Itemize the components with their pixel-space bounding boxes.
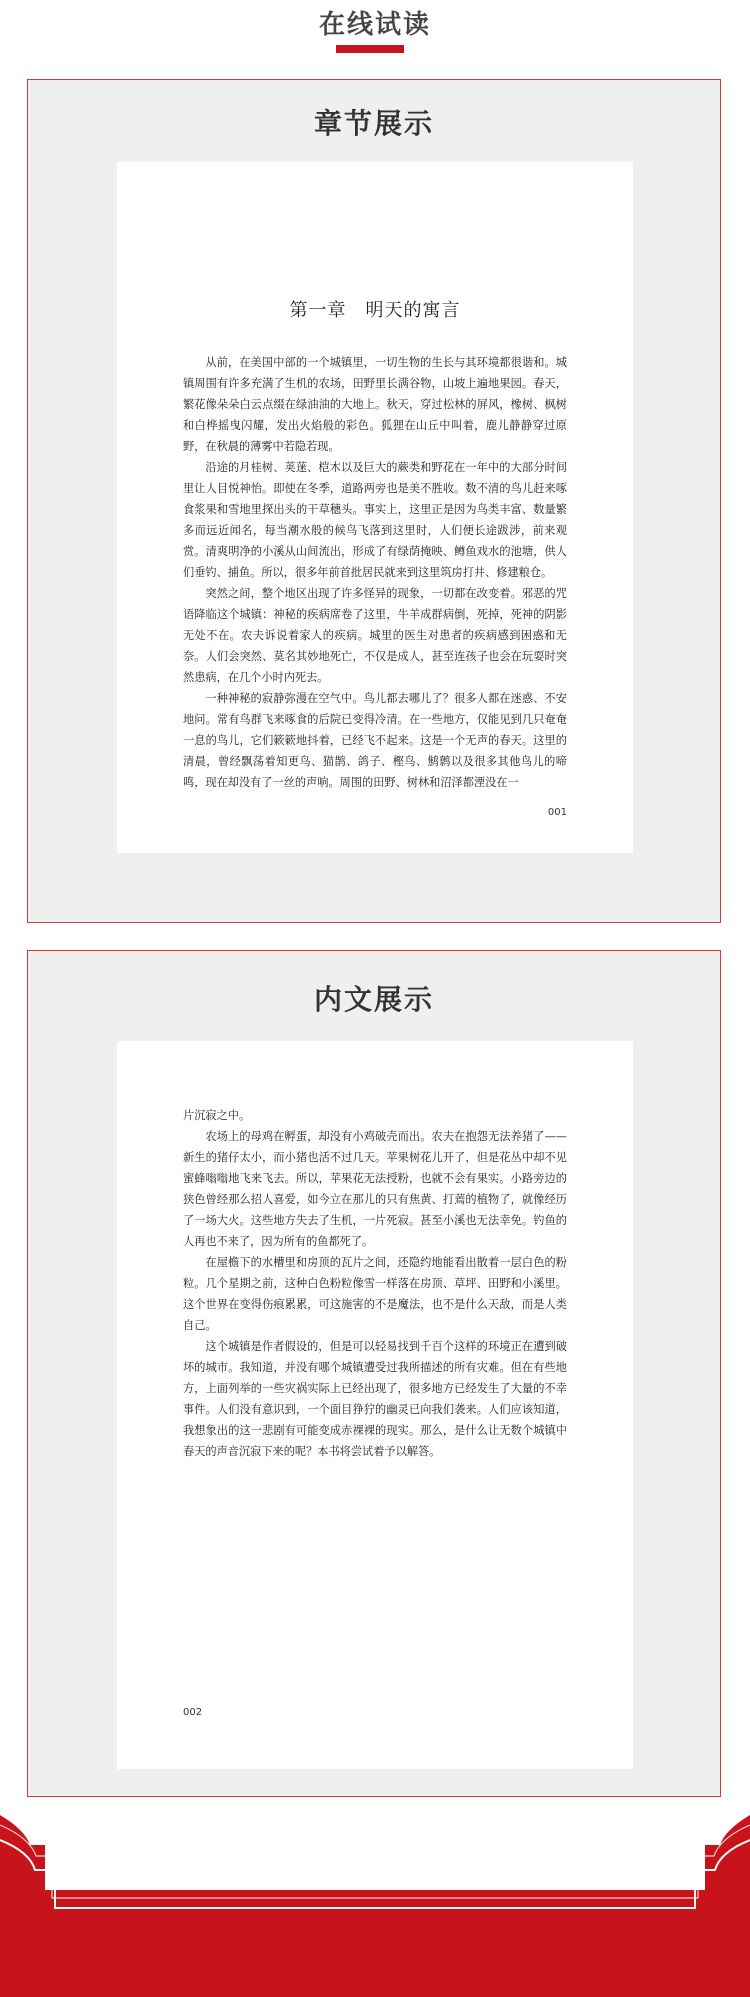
paragraph-continued: 片沉寂之中。 [183,1109,251,1122]
page-number: 002 [183,1707,203,1718]
header-underline [336,45,404,53]
section-title: 章节展示 [313,107,434,140]
chapter-showcase-section [27,79,721,923]
footer-outer-outline [0,1825,750,1898]
paragraph: 在屋檐下的水槽里和房顶的瓦片之间，还隐约地能看出散着一层白色的粉粒。几个星期之前，这种白色粉粒像雪一样落在房顶、草坪、田野和小溪里。这个世界在变得伤痕累累，可这施害的不是魔法，也不是什么天敌，而是人类自己。 [183,1256,567,1332]
content-showcase-section [27,950,721,1797]
book-page-002 [117,1041,633,1769]
section-title: 内文展示 [313,983,434,1016]
paragraph: 农场上的母鸡在孵蛋，却没有小鸡破壳而出。农夫在抱怨无法养猪了——新生的猪仔太小，而小猪也活不过几天。苹果树花儿开了，但是花丛中却不见蜜蜂嗡嗡地飞来飞去。所以，苹果花无法授粉，也就不会有果实。小路旁边的狭色曾经那么招人喜爱，如今立在那儿的只有焦黄、打蔫的植物了，就像经历了一场大火。这些地方失去了生机，一片死寂。甚至小溪也无法幸免。钓鱼的人再也不来了，因为所有的鱼都死了。 [183,1130,567,1248]
paragraph: 突然之间，整个地区出现了许多怪异的现象，一切都在改变着。邪恶的咒语降临这个城镇：神秘的疾病席卷了这里，牛羊成群病倒，死掉，死神的阴影无处不在。农夫诉说着家人的疾病。城里的医生对患者的疾病感到困惑和无奈。人们会突然、莫名其妙地死亡，不仅是成人，甚至连孩子也会在玩耍时突然患病，在几个小时内死去。 [183,587,567,684]
paragraph: 沿途的月桂树、荚蒾、桤木以及巨大的蕨类和野花在一年中的大部分时间里让人目悦神怡。即使在冬季，道路两旁也是美不胜收。数不清的鸟儿赶来啄食浆果和雪地里探出头的干草穗头。事实上，这里正是因为鸟类丰富、数量繁多而远近闻名，每当潮水般的候鸟飞落到这里时，人们便长途跋涉，前来观赏。清爽明净的小溪从山间流出，形成了有绿荫掩映、鳟鱼戏水的池塘，供人们垂钓、捕鱼。所以，很多年前首批居民就来到这里筑房打井、修建粮仓。 [183,461,567,579]
paragraph: 这个城镇是作者假设的，但是可以轻易找到千百个这样的环境正在遭到破坏的城市。我知道，并没有哪个城镇遭受过我所描述的所有灾难。但在有些地方，上面列举的一些灾祸实际上已经出现了，很多地方已经发生了大量的不幸事件。人们没有意识到，一个面目狰狞的幽灵已向我们袭来。人们应该知道，我想象出的这一悲剧有可能变成赤裸裸的现实。那么，是什么让无数个城镇中春天的声音沉寂下来的呢？本书将尝试着予以解答。 [183,1340,567,1458]
header-title: 在线试读 [318,10,431,40]
book-page-001 [117,162,633,853]
decorative-footer [0,1790,750,1997]
page-number: 001 [547,807,567,818]
paragraph: 一种神秘的寂静弥漫在空气中。鸟儿都去哪儿了？很多人都在迷惑、不安地问。常有鸟群飞来啄食的后院已变得冷清。在一些地方，仅能见到几只奄奄一息的鸟儿，它们簌簌地抖着，已经飞不起来。这是一个无声的春天。这里的清晨，曾经飘荡着知更鸟、猫鹊、鸽子、樫鸟、鹪鹩以及很多其他鸟儿的啼鸣，现在却没有了一丝的声响。周围的田野、树林和沼泽都湮没在一 [183,692,567,789]
paragraph: 从前，在美国中部的一个城镇里，一切生物的生长与其环境都很谐和。城镇周围有许多充满了生机的农场，田野里长满谷物，山坡上遍地果园。春天，繁花像朵朵白云点缀在绿油油的大地上。秋天，穿过松林的屏风，橡树、枫树和白桦摇曳闪耀，发出火焰般的彩色。狐狸在山丘中叫着，鹿儿静静穿过原野，在秋晨的薄雾中若隐若现。 [183,356,567,453]
footer-red-shape [0,1815,750,1997]
chapter-title: 第一章 明天的寓言 [289,300,461,321]
